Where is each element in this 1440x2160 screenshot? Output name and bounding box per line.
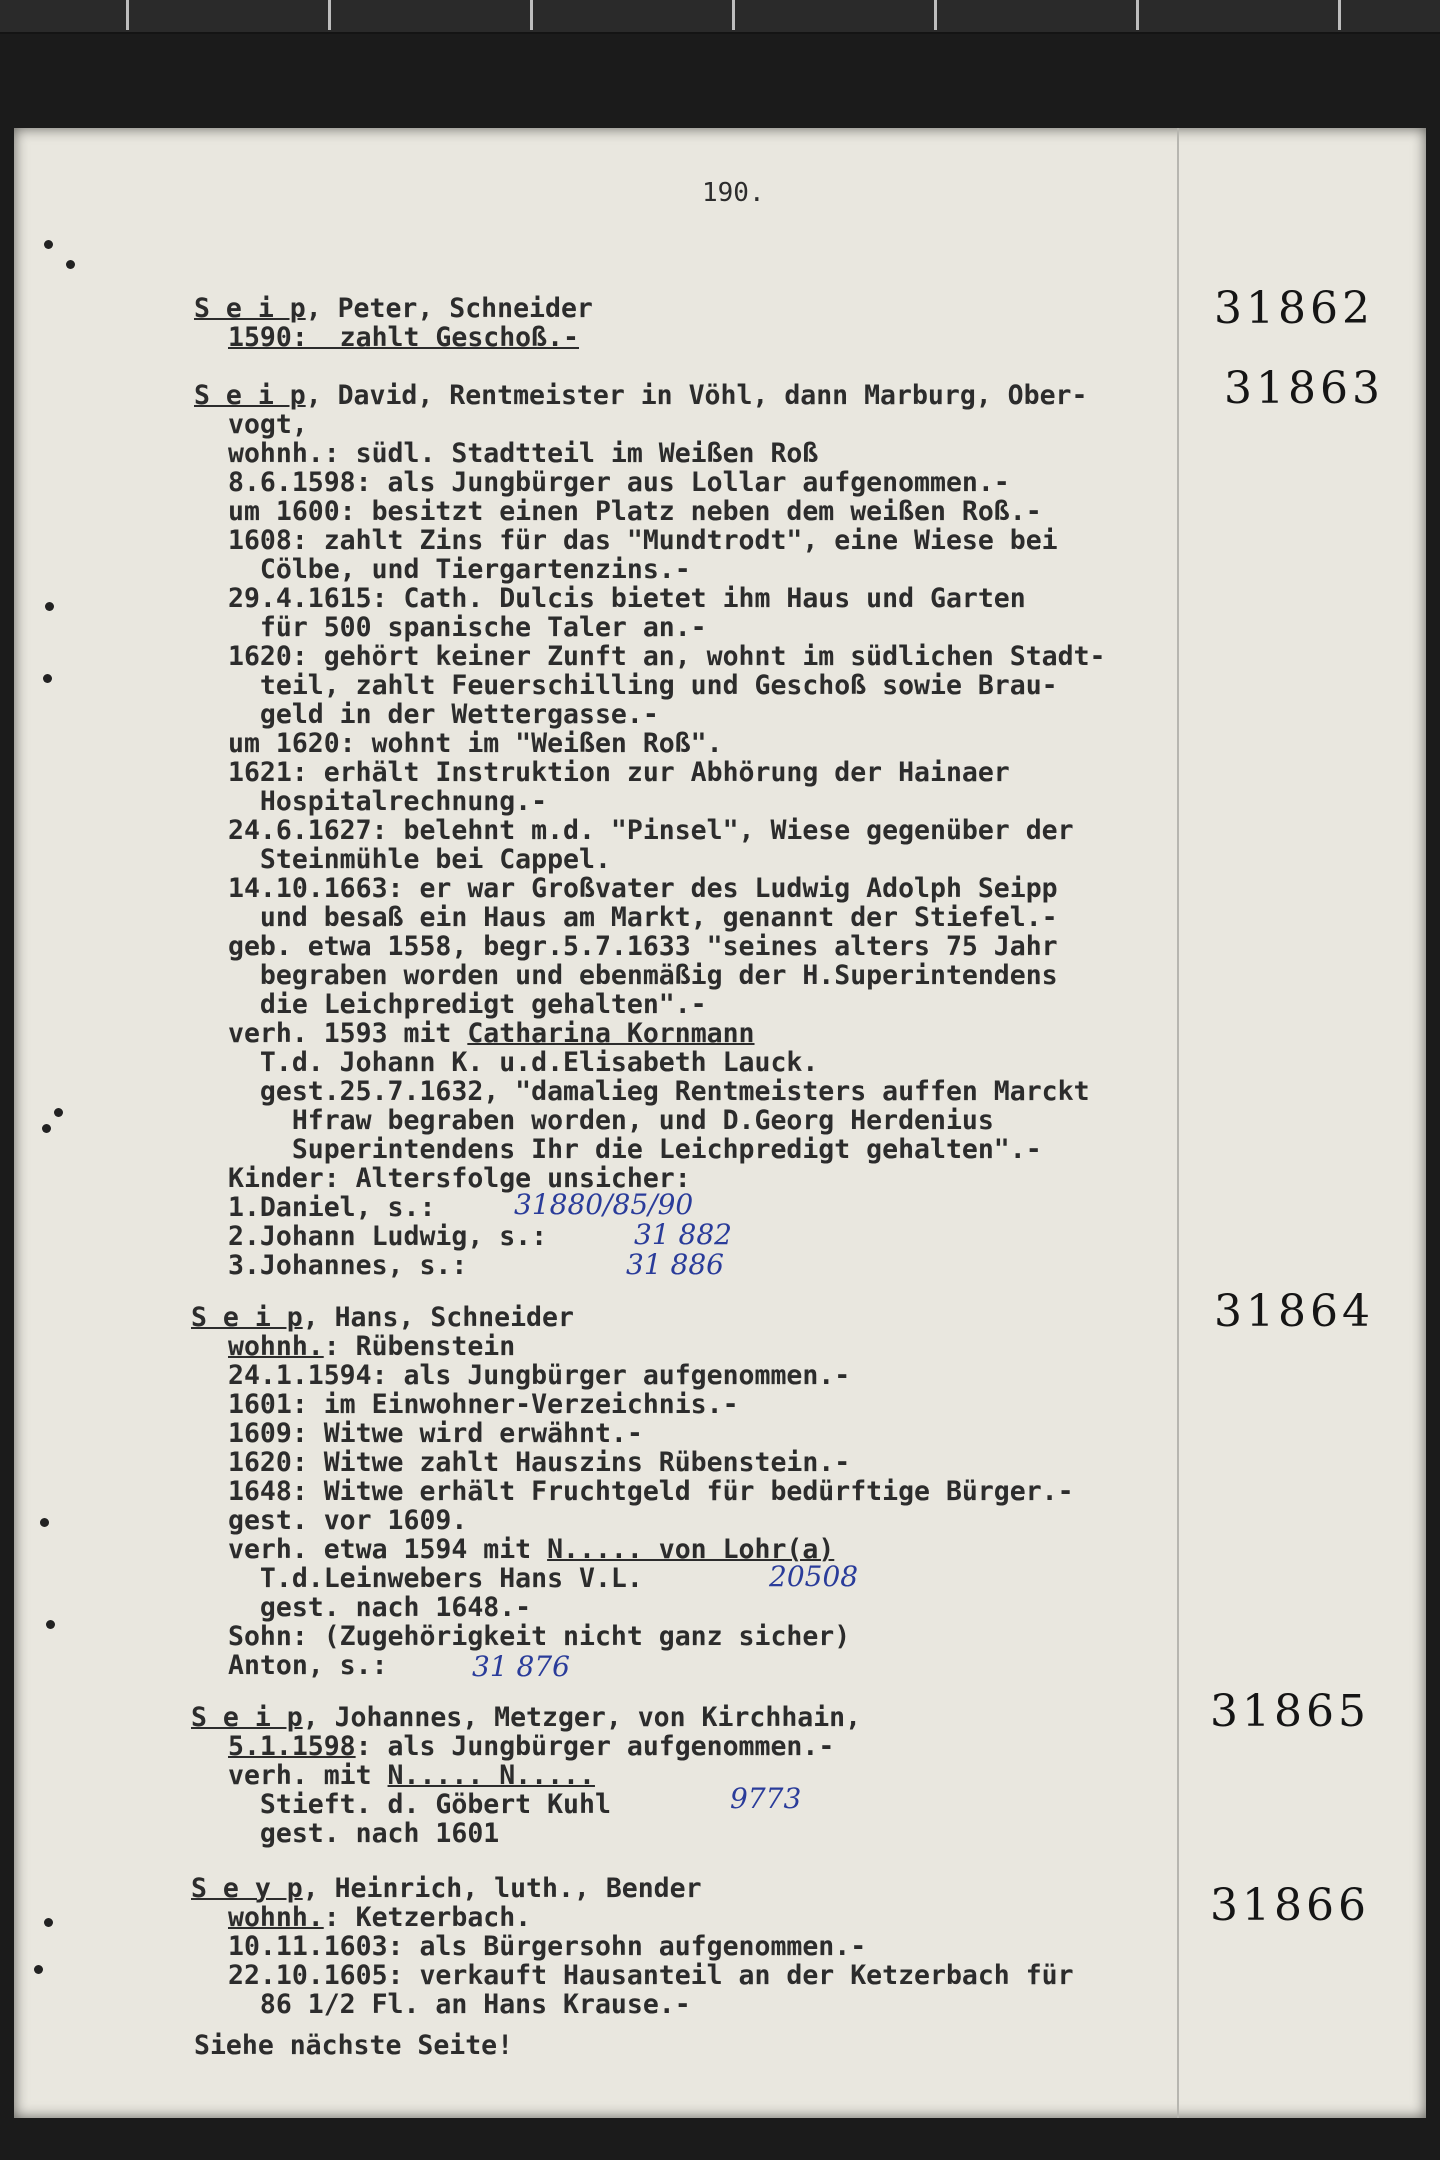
entry-line: 1590: zahlt Geschoß.- [228,322,579,353]
entry-line: und besaß ein Haus am Markt, genannt der Stiefel.- [228,902,1058,933]
surname: S e i p [191,1702,303,1733]
punch-hole [42,1124,51,1133]
scanner-top-strip [0,0,1440,34]
handwritten-reference: 31 886 [626,1248,724,1281]
surname: S e i p [194,293,306,324]
entry-line: geb. etwa 1558, begr.5.7.1633 "seines alters 75 Jahr [228,931,1058,962]
punch-hole [43,674,52,683]
entry-line: geld in der Wettergasse.- [228,699,659,730]
punch-hole [66,260,75,269]
entry-line: 86 1/2 Fl. an Hans Krause.- [228,1989,691,2020]
surname: S e y p [191,1873,303,1904]
marriage-line [228,1761,595,1790]
entry-line: 14.10.1663: er war Großvater des Ludwig Adolph Seipp [228,873,1058,904]
strip-tick [934,0,937,30]
spouse-name: Catharina Kornmann [467,1018,755,1049]
entry-number: 31865 [1210,1686,1370,1737]
entry-line: Stieft. d. Göbert Kuhl [228,1789,611,1820]
entry-line: 1.Daniel, s.: [228,1192,436,1223]
heading-rest: , David, Rentmeister in Vöhl, dann Marburg, Ober- [305,380,1088,411]
entry-heading [191,1874,702,1903]
entry-number: 31862 [1214,283,1374,334]
entry-line: 1648: Witwe erhält Fruchtgeld für bedürftige Bürger.- [228,1476,1074,1507]
entry-line [228,1903,531,1932]
heading-rest: , Heinrich, luth., Bender [302,1873,702,1904]
punch-hole [44,1918,53,1927]
handwritten-reference: 31880/85/90 [514,1188,694,1221]
punch-hole [45,602,54,611]
marriage-line [228,1019,755,1048]
entry-line: 1620: Witwe zahlt Hauszins Rübenstein.- [228,1447,851,1478]
page-number: 190. [702,178,765,208]
punch-hole [34,1965,43,1974]
line-label: wohnh. [228,1902,324,1933]
entry-line: Sohn: (Zugehörigkeit nicht ganz sicher) [228,1621,851,1652]
entry-line: Anton, s.: [228,1650,388,1681]
entry-line: gest. nach 1601 [228,1818,500,1849]
entry-line: T.d.Leinwebers Hans V.L. [228,1563,643,1594]
entry-line: gest. nach 1648.- [228,1592,532,1623]
entry-heading [191,1303,574,1332]
entry-line: Hfraw begraben worden, und D.Georg Herdenius [228,1105,994,1136]
entry-line: für 500 spanische Taler an.- [228,612,707,643]
entry-line: 1601: im Einwohner-Verzeichnis.- [228,1389,739,1420]
entry-line: teil, zahlt Feuerschilling und Geschoß sowie Brau- [228,670,1058,701]
strip-tick [530,0,533,30]
surname: S e i p [191,1302,303,1333]
entry-line: Cölbe, und Tiergartenzins.- [228,554,691,585]
strip-tick [328,0,331,30]
entry-line: 3.Johannes, s.: [228,1250,468,1281]
punch-hole [46,1620,55,1629]
strip-tick [126,0,129,30]
strip-tick [1136,0,1139,30]
margin-rule [1177,128,1179,2118]
entry-line: um 1620: wohnt im "Weißen Roß". [228,728,723,759]
entry-heading [194,381,1087,410]
entry-line: T.d. Johann K. u.d.Elisabeth Lauck. [228,1047,819,1078]
punch-hole [40,1518,49,1527]
entry-line: 10.11.1603: als Bürgersohn aufgenommen.- [228,1931,867,1962]
entry-heading [194,294,593,323]
entry-line [228,1732,834,1761]
punch-hole [44,240,53,249]
entry-line: 22.10.1605: verkauft Hausanteil an der Ketzerbach für [228,1960,1074,1991]
line-label: 5.1.1598 [228,1731,356,1762]
heading-rest: , Hans, Schneider [302,1302,574,1333]
surname: S e i p [194,380,306,411]
handwritten-reference: 31 876 [472,1650,570,1683]
entry-line: 29.4.1615: Cath. Dulcis bietet ihm Haus und Garten [228,583,1026,614]
line-label: wohnh. [228,1331,324,1362]
handwritten-reference: 9773 [730,1782,802,1815]
entry-line: Steinmühle bei Cappel. [228,844,611,875]
handwritten-reference: 20508 [769,1560,859,1593]
entry-line: 24.6.1627: belehnt m.d. "Pinsel", Wiese gegenüber der [228,815,1074,846]
entry-number: 31866 [1210,1880,1370,1931]
entry-line: wohnh.: südl. Stadtteil im Weißen Roß [228,438,819,469]
marriage-prefix: verh. etwa 1594 mit [228,1534,548,1565]
line-rest: : Rübenstein [323,1331,516,1362]
entry-line: Kinder: Altersfolge unsicher: [228,1163,691,1194]
entry-line: vogt, [228,409,308,440]
entry-line: gest.25.7.1632, "damalieg Rentmeisters auffen Marckt [228,1076,1090,1107]
entry-line: 1621: erhält Instruktion zur Abhörung der Hainaer [228,757,1010,788]
entry-line: 8.6.1598: als Jungbürger aus Lollar aufgenommen.- [228,467,1010,498]
marriage-prefix: verh. mit [228,1760,388,1791]
entry-line: die Leichpredigt gehalten".- [228,989,707,1020]
entry-number: 31864 [1214,1286,1374,1337]
entry-line: 1609: Witwe wird erwähnt.- [228,1418,643,1449]
entry-line [228,1332,515,1361]
entry-number: 31863 [1224,363,1384,414]
footer-note: Siehe nächste Seite! [194,2030,514,2061]
line-rest: : als Jungbürger aufgenommen.- [355,1731,835,1762]
heading-rest: , Johannes, Metzger, von Kirchhain, [302,1702,862,1733]
entry-heading [191,1703,861,1732]
entry-line: 1608: zahlt Zins für das "Mundtrodt", eine Wiese bei [228,525,1058,556]
entry-line: 2.Johann Ludwig, s.: [228,1221,548,1252]
entry-line: begraben worden und ebenmäßig der H.Superintendens [228,960,1058,991]
marriage-prefix: verh. 1593 mit [228,1018,468,1049]
entry-line: um 1600: besitzt einen Platz neben dem weißen Roß.- [228,496,1042,527]
punch-hole [54,1108,63,1117]
marriage-line [228,1535,834,1564]
strip-tick [732,0,735,30]
strip-tick [1338,0,1341,30]
entry-line: Hospitalrechnung.- [228,786,548,817]
handwritten-reference: 31 882 [634,1218,732,1251]
entry-line: gest. vor 1609. [228,1505,468,1536]
document-page [14,128,1426,2118]
entry-line: Superintendens Ihr die Leichpredigt gehalten".- [228,1134,1042,1165]
spouse-name: N..... von Lohr(a) [547,1534,835,1565]
entry-line: 24.1.1594: als Jungbürger aufgenommen.- [228,1360,851,1391]
line-rest: : Ketzerbach. [323,1902,532,1933]
entry-line: 1620: gehört keiner Zunft an, wohnt im südlichen Stadt- [228,641,1106,672]
spouse-name: N..... N..... [387,1760,595,1791]
heading-rest: , Peter, Schneider [305,293,593,324]
